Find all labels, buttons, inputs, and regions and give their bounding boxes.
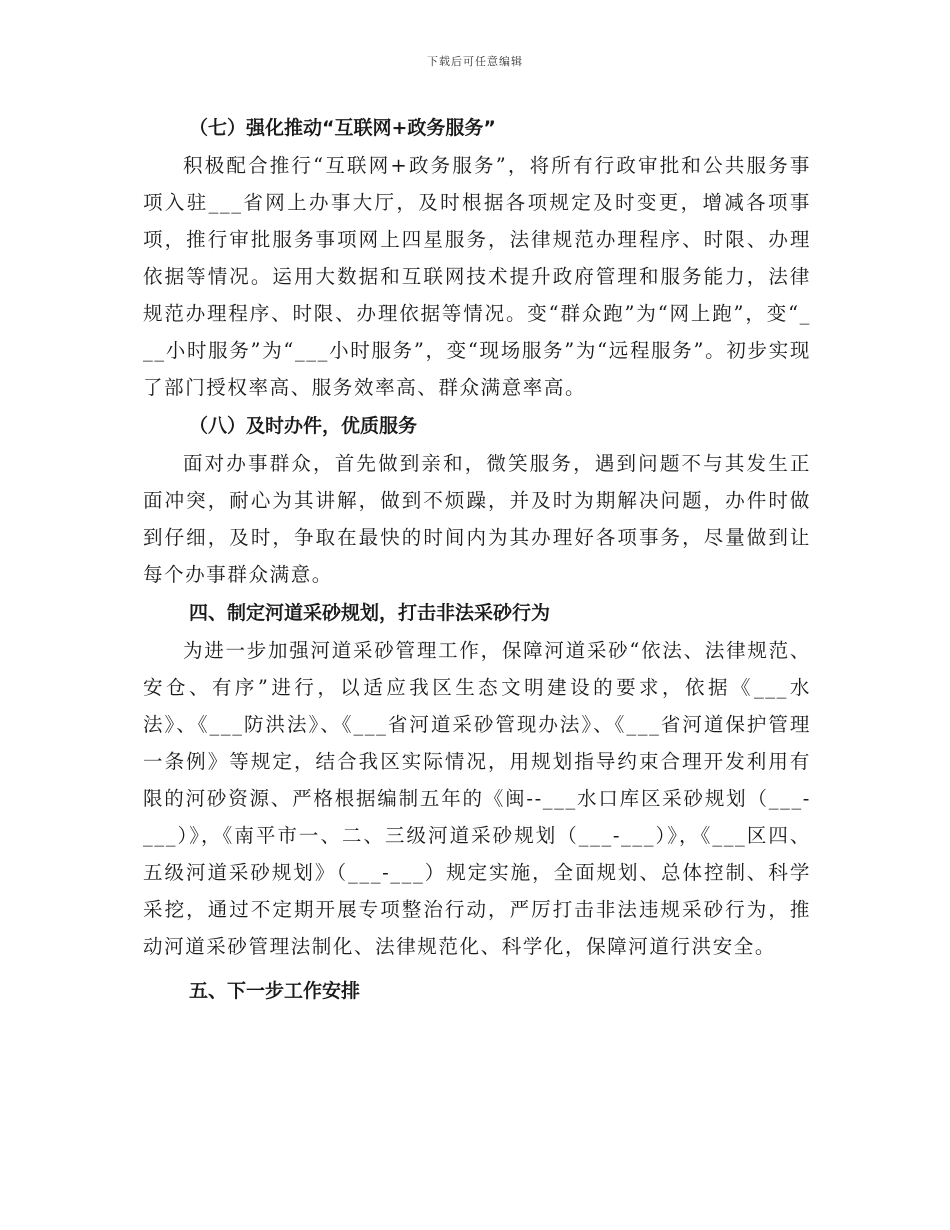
section-7-heading: （七）强化推动“互联网+政务服务” [189,117,496,139]
page-header: 下载后可任意编辑 [427,55,523,68]
section-4-paragraph: 为进一步加强河道采砂管理工作，保障河道采砂“依法、法律规范、安仓、有序”进行，以适应我区生态文明建设的要求，依据《___水法》、《___防洪法》、《___省河道采砂管现办法》、《___省河道保护管理一条例》等规定，结合我区实际情况，用规划指导约束合理开发利用有限的河砂资源、严格根据编制五年的《闽--___水口库区采砂规划（___-___）》，《南平市一、二、三级河道采砂规划（___-___）》，《___区四、五级河道采砂规划》（___-___）规定实施，全面规划、总体控制、科学采挖，通过不定期开展专项整治行动，严厉打击非法违规采砂行为，推动河道采砂管理法制化、法律规范化、科学化，保障河道行洪安全。 [143,639,811,958]
section-8-heading: （八）及时办件，优质服务 [189,415,418,437]
section-4-heading: 四、制定河道采砂规划，打击非法采砂行为 [189,602,551,624]
section-7-paragraph: 积极配合推行“互联网+政务服务”，将所有行政审批和公共服务事项入驻___省网上办事大厅，及时根据各项规定及时变更，增减各项事项，推行审批服务事项网上四星服务，法律规范办理程序、时限、办理依据等情况。运用大数据和互联网技术提升政府管理和服务能力，法律规范办理程序、时限、办理依据等情况。变“群众跑”为“网上跑”，变“___小时服务”为“___小时服务”，变“现场服务”为“远程服务”。初步实现了部门授权率高、服务效率高、群众满意率高。 [143,154,811,399]
document-body [143,110,811,1010]
section-8-paragraph: 面对办事群众，首先做到亲和，微笑服务，遇到问题不与其发生正面冲突，耐心为其讲解，做到不烦躁，并及时为期解决问题，办件时做到仔细，及时，争取在最快的时间内为其办理好各项事务，尽量做到让每个办事群众满意。 [143,452,811,586]
section-5-heading: 五、下一步工作安排 [189,980,361,1002]
